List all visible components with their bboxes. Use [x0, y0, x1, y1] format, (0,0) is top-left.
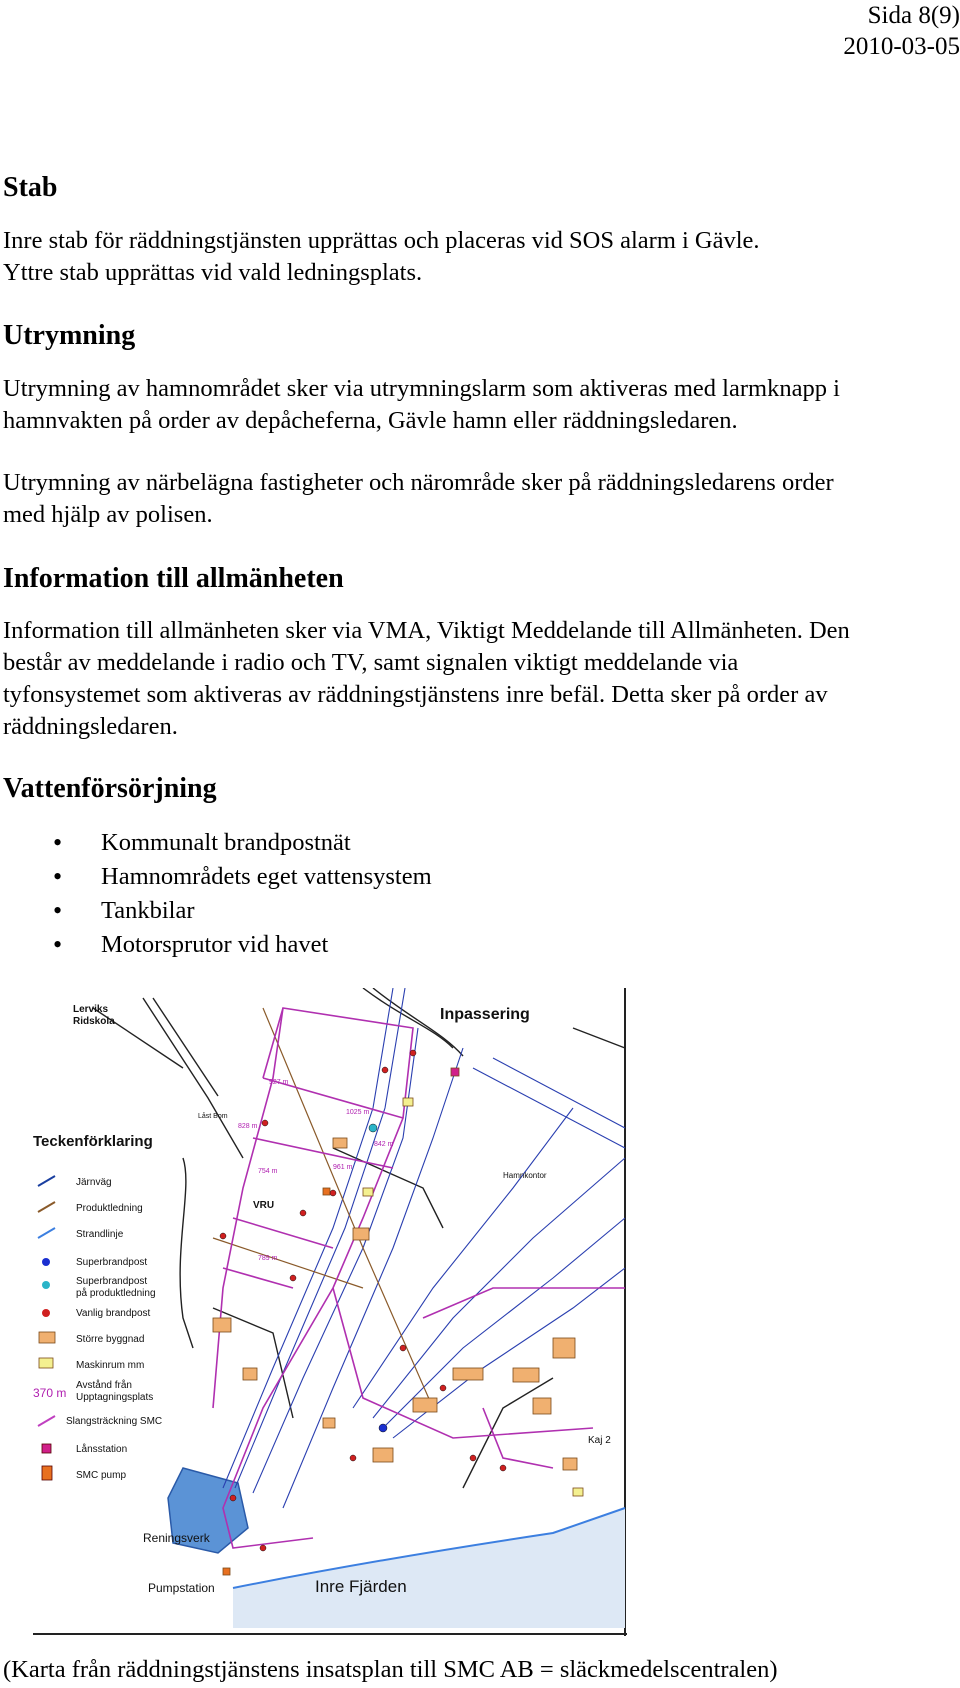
water-area	[233, 1508, 625, 1628]
list-item: • Tankbilar	[0, 894, 432, 928]
heading-information: Information till allmänheten	[3, 563, 344, 594]
label-reningsverk: Reningsverk	[143, 1531, 210, 1545]
label-kaj2: Kaj 2	[588, 1435, 611, 1446]
map-caption: (Karta från räddningstjänstens insatsplan till SMC AB = släckmedelscentralen)	[3, 1656, 778, 1683]
legend-label: Strandlinje	[76, 1229, 124, 1240]
distance-label: 927 m	[269, 1079, 289, 1086]
label-inre-fjarden: Inre Fjärden	[315, 1577, 407, 1596]
legend-label: Avstånd från Upptagningsplats	[76, 1380, 154, 1403]
label-vru: VRU	[253, 1200, 275, 1211]
legend-label: Superbrandpost på produktledning	[76, 1276, 156, 1299]
legend-label: Produktledning	[76, 1203, 143, 1214]
distance-label: 828 m	[238, 1123, 258, 1130]
list-item: • Hamnområdets eget vattensystem	[0, 860, 432, 894]
text-line: Inre stab för räddningstjänsten upprättas och placeras vid SOS alarm i Gävle.	[3, 227, 760, 254]
distance-label: 789 m	[258, 1255, 278, 1262]
label-pumpstation: Pumpstation	[148, 1581, 215, 1595]
legend-label: Maskinrum mm	[76, 1360, 145, 1371]
page-number: Sida 8(9)	[867, 2, 960, 29]
building-legend-icon	[39, 1332, 55, 1343]
hydrant-legend-icon	[42, 1309, 50, 1317]
heading-vatten: Vattenförsörjning	[3, 773, 217, 804]
text-line: med hjälp av polisen.	[3, 501, 213, 528]
heading-utrymning: Utrymning	[3, 320, 136, 351]
distance-label: 842 m	[374, 1141, 394, 1148]
text-line: Utrymning av hamnområdet sker via utrymningslarm som aktiveras med larmknapp i	[3, 375, 840, 402]
legend-label: Lånsstation	[76, 1444, 128, 1455]
information-paragraph	[3, 615, 958, 743]
label-hamnkontor: Hamnkontor	[503, 1171, 547, 1180]
station-legend-icon	[42, 1444, 51, 1453]
pipeline-legend-icon	[38, 1202, 55, 1212]
legend-label: Vanlig brandpost	[76, 1308, 151, 1319]
stab-paragraph	[3, 225, 958, 289]
legend-label: Järnväg	[76, 1177, 112, 1188]
map-legend	[33, 1133, 162, 1481]
super-hydrant-legend-icon	[42, 1258, 50, 1266]
text-line: tyfonsystemet som aktiveras av räddningstjänstens inre befäl. Detta sker på order av	[3, 681, 828, 708]
distance-label: 754 m	[258, 1168, 278, 1175]
utrymning-paragraph-2	[3, 467, 958, 531]
legend-title: Teckenförklaring	[33, 1133, 153, 1150]
label-last-bom: Låst Bom	[198, 1113, 228, 1120]
label-ridskola: Ridskola	[73, 1016, 115, 1027]
text-line: Yttre stab upprättas vid vald ledningsplats.	[3, 259, 423, 286]
railway-legend-icon	[38, 1176, 55, 1186]
legend-label: SMC pump	[76, 1470, 127, 1481]
harbour-map	[33, 988, 627, 1636]
pipeline-hydrant-legend-icon	[42, 1281, 50, 1289]
hose-legend-icon	[38, 1416, 55, 1426]
distance-label: 961 m	[333, 1164, 353, 1171]
heading-stab: Stab	[3, 172, 58, 203]
legend-label: Större byggnad	[76, 1334, 145, 1345]
water-supply-list	[0, 826, 432, 962]
distance-legend-icon: 370 m	[33, 1386, 67, 1400]
text-line: består av meddelande i radio och TV, samt signalen viktigt meddelande via	[3, 649, 739, 676]
page-header	[843, 0, 960, 62]
legend-label: Slangsträckning SMC	[66, 1416, 163, 1427]
text-line: Information till allmänheten sker via VMA, Viktigt Meddelande till Allmänheten. Den	[3, 617, 850, 644]
text-line: räddningsledaren.	[3, 713, 178, 740]
text-line: Utrymning av närbelägna fastigheter och närområde sker på räddningsledarens order	[3, 469, 834, 496]
shoreline-legend-icon	[38, 1228, 55, 1238]
legend-label: Superbrandpost	[76, 1257, 148, 1268]
list-item: • Motorsprutor vid havet	[0, 928, 432, 962]
document-date: 2010-03-05	[843, 33, 960, 60]
label-inpassering: Inpassering	[440, 1006, 530, 1023]
distance-label: 1025 m	[346, 1109, 370, 1116]
text-line: hamnvakten på order av depåcheferna, Gävle hamn eller räddningsledaren.	[3, 407, 738, 434]
machine-room-legend-icon	[39, 1358, 53, 1368]
pump-legend-icon	[42, 1466, 52, 1480]
list-item: • Kommunalt brandpostnät	[0, 826, 432, 860]
label-lerviks: Lerviks	[73, 1004, 109, 1015]
utrymning-paragraph-1	[3, 373, 958, 437]
